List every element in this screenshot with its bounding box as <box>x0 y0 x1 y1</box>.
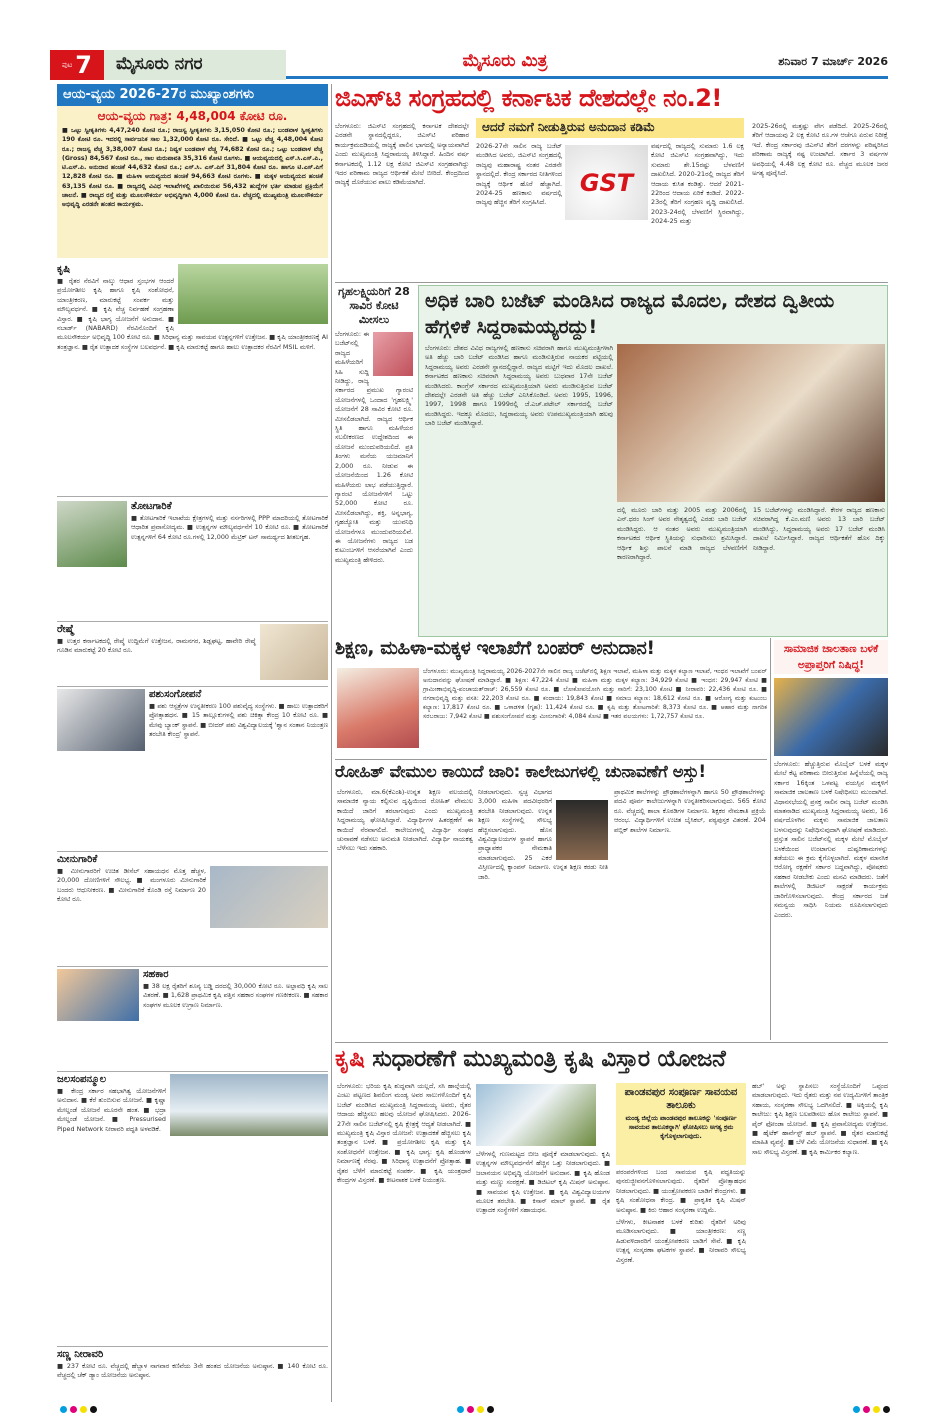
handshake-photo <box>57 969 139 1021</box>
siddaramaiah-story <box>418 285 888 637</box>
krishi-col-3-wrap <box>616 1168 746 1400</box>
gruhalakshmi-body: ಬೆಂಗಳೂರು: ಈ ಬಜೆಟ್‌ನಲ್ಲಿ ರಾಜ್ಯದ ಮಹಿಳೆಯರಿಗೆ ಸಿಹಿ ಸುದ್ದಿ ನೀಡಿದ್ದು, ರಾಜ್ಯ ಸರ್ಕಾರದ ಪ್ರಮುಖ ಗ್ಯಾರಂಟಿ ಯೋಜನೆಗಳಲ್ಲಿ ಒಂದಾದ 'ಗೃಹಲಕ್ಷ್ಮಿ' ಯೋಜನೆಗೆ 28 ಸಾವಿರ ಕೋಟಿ ರೂ. ಮೀಸಲಿಡಲಾಗಿದೆ. ರಾಜ್ಯದ ಆರ್ಥಿಕ ಸ್ಥಿತಿ ಹಾಗೂ ಮಹಿಳೆಯರ ಸಬಲೀಕರಣದ ಉದ್ದೇಶದಿಂದ ಈ ಯೋಜನೆ ಮುಂದುವರಿಯಲಿದೆ. ಪ್ರತಿ ತಿಂಗಳು ಮನೆಯ ಯಜಮಾನಿಗೆ 2,000 ರೂ. ನೀಡುವ ಈ ಯೋಜನೆಯಿಂದ 1.26 ಕೋಟಿ ಮಹಿಳೆಯರು ಲಾಭ ಪಡೆಯುತ್ತಿದ್ದಾರೆ. ಗ್ಯಾರಂಟಿ ಯೋಜನೆಗಳಿಗೆ ಒಟ್ಟು 52,000 ಕೋಟಿ ರೂ. ಮೀಸಲಿಡಲಾಗಿದ್ದು, ಶಕ್ತಿ, ಅನ್ನಭಾಗ್ಯ, ಗೃಹಜ್ಯೋತಿ ಮತ್ತು ಯುವನಿಧಿ ಯೋಜನೆಗಳೂ ಮುಂದುವರಿಯಲಿವೆ. ಈ ಯೋಜನೆಗಳು ರಾಜ್ಯದ ಬಡ ಕುಟುಂಬಗಳಿಗೆ ಆಸರೆಯಾಗಿವೆ ಎಂದು ಮುಖ್ಯಮಂತ್ರಿ ಹೇಳಿದರು. <box>335 330 413 564</box>
section-title: ಕೃಷಿ <box>57 264 71 275</box>
rohith-col-2-wrap <box>478 788 608 1036</box>
krishi-col-2: ಬೆಳೆಗಳಲ್ಲಿ ಗುಣಮಟ್ಟದ ಬೀಜ ಪೂರೈಕೆ ಮಾಡಲಾಗುವುದು. ಕೃಷಿ ಉತ್ಪನ್ನಗಳ ಮೌಲ್ಯವರ್ಧನೆಗೆ ಹೆಚ್ಚಿನ ಒತ್ತು ನೀಡಲಾಗುವುದು. ■ ಜಲಾನಯನ ಅಭಿವೃದ್ಧಿ ಯೋಜನೆಗೆ ಅನುದಾನ. ■ ಕೃಷಿ ಹೊಂಡ ಮತ್ತು ಮಣ್ಣು ಸಂರಕ್ಷಣೆ. ■ ಡಿಜಿಟಲ್ ಕೃಷಿ ಮಿಷನ್ ಅನುಷ್ಠಾನ. ■ ಸಾವಯವ ಕೃಷಿ ಉತ್ತೇಜನ. ■ ಕೃಷಿ ವಿಶ್ವವಿದ್ಯಾಲಯಗಳ ಮೂಲಕ ತರಬೇತಿ. ■ ಕಿಸಾನ್ ಮಾಲ್ ಸ್ಥಾಪನೆ. ■ ರೈತ ಉತ್ಪಾದಕ ಸಂಸ್ಥೆಗಳಿಗೆ ಸಹಾಯಧನ. <box>476 1150 610 1215</box>
column-divider <box>331 84 332 1402</box>
krishi-col-3: ಬೆಳೆಗಳು, ಕೀಟನಾಶಕ ಬಳಕೆ ಕುರಿತು ರೈತರಿಗೆ ಅರಿವು ಮೂಡಿಸಲಾಗುವುದು. ■ ಯಾಂತ್ರೀಕರಣ: ಸಣ್ಣ ಹಿಡುವಳಿದಾರರಿಗೆ ಯಂತ್ರೋಪಕರಣ ಬಾಡಿಗೆ ಸೇವೆ. ■ ಕೃಷಿ ಉತ್ಪನ್ನ ಸಂಸ್ಕರಣಾ ಘಟಕಗಳ ಸ್ಥಾಪನೆ. ■ ನೀರಾವರಿ ಸೌಲಭ್ಯ ವಿಸ್ತರಣೆ. <box>616 1218 746 1264</box>
page-number-badge <box>50 50 104 80</box>
social-media-body: ಬೆಂಗಳೂರು: ಹೆಚ್ಚುತ್ತಿರುವ ಮೊಬೈಲ್ ಬಳಕೆ ಮಕ್ಕಳ ಮೇಲೆ ಕೆಟ್ಟ ಪರಿಣಾಮ ಬೀರುತ್ತಿರುವ ಹಿನ್ನೆಲೆಯಲ್ಲಿ ರಾಜ್ಯ ಸರ್ಕಾರ 16ಕ್ಕಿಂತ ಒಳಪಟ್ಟ ವಯಸ್ಸಿನ ಮಕ್ಕಳಿಗೆ ಸಾಮಾಜಿಕ ಜಾಲತಾಣ ಬಳಕೆ ನಿಷೇಧಿಸಲು ಮುಂದಾಗಿದೆ. ವಿಧಾನಸಭೆಯಲ್ಲಿ ಪ್ರಸಕ್ತ ಸಾಲಿನ ರಾಜ್ಯ ಬಜೆಟ್ ಮಂಡಿಸಿ ಮಾತನಾಡಿದ ಮುಖ್ಯಮಂತ್ರಿ ಸಿದ್ದರಾಮಯ್ಯ ಅವರು, 16 ವರ್ಷದೊಳಗಿನ ಮಕ್ಕಳು ಸಾಮಾಜಿಕ ಜಾಲತಾಣ ಬಳಸುವುದನ್ನು ನಿಷೇಧಿಸುವುದಾಗಿ ಘೋಷಣೆ ಮಾಡಿದರು. ಪ್ರಸ್ತುತ ಸಾಲಿನ ಬಜೆಟ್‌ನಲ್ಲಿ ಮಕ್ಕಳ ಮೇಲೆ ಮೊಬೈಲ್ ಬಳಕೆಯಿಂದ ಉಂಟಾಗುವ ದುಷ್ಪರಿಣಾಮಗಳನ್ನು ತಡೆಯಲು ಈ ಕ್ರಮ ಕೈಗೊಳ್ಳಲಾಗಿದೆ. ಮಕ್ಕಳ ಮಾನಸಿಕ ಆರೋಗ್ಯ ರಕ್ಷಣೆಗೆ ಸರ್ಕಾರ ಬದ್ಧವಾಗಿದ್ದು, ಪೋಷಕರು ಸಹಕಾರ ನೀಡಬೇಕು ಎಂದು ಮನವಿ ಮಾಡಿದರು. ಜತೆಗೆ ಶಾಲೆಗಳಲ್ಲಿ ಡಿಜಿಟಲ್ ಸಾಕ್ಷರತೆ ಕಾರ್ಯಕ್ರಮ ಜಾರಿಗೊಳಿಸಲಾಗುವುದು. ಕೇಂದ್ರ ಸರ್ಕಾರದ ಜತೆ ಸಮನ್ವಯ ಸಾಧಿಸಿ ನಿಯಮ ರೂಪಿಸಲಾಗುವುದು ಎಂದರು. <box>774 760 888 919</box>
gruhalakshmi-headline: ಗೃಹಲಕ್ಷ್ಮಿಯರಿಗೆ 28 ಸಾವಿರ ಕೋಟಿ ಮೀಸಲು <box>338 285 410 326</box>
section-horticulture <box>57 497 328 622</box>
section-body: ■ ಮೀನುಗಾರರಿಗೆ ಉಚಿತ ಡೀಸೆಲ್ ಸಹಾಯಧನ ಮೊತ್ತ ಹೆಚ್ಚಳ, 20,000 ದೋಣಿಗಳಿಗೆ ಸೌಲಭ್ಯ. ■ ಮಂಗಳೂರು ಮೀನುಗಾರಿಕೆ ಬಂದರು ಆಧುನೀಕರಣ. ■ ಮೀನುಗಾರಿಕೆ ಕೊಂಡಿ ರಸ್ತೆ ನಿರ್ಮಾಣ 20 ಕೋಟಿ ರೂ. <box>57 867 206 904</box>
education-story <box>337 668 767 756</box>
section-body: ■ 237 ಕೋಟಿ ರೂ. ವೆಚ್ಚದಲ್ಲಿ ಹೆಬ್ಬಾಳ ನಾಗವಾರ ಕಣಿವೆಯ 3ನೇ ಹಂತದ ಯೋಜನೆಯ ಅನುಷ್ಠಾನ. ■ 140 ಕೋಟಿ ರೂ. ವೆಚ್ಚದಲ್ಲಿ ಚೆಕ್ ಡ್ಯಾಂ ಯೋಜನೆಯ ಅನುಷ್ಠಾನ. <box>57 1362 328 1380</box>
pandavapura-body: ಪರಂಪರೆಗಳಿಂದ ಬಂದ ಸಾವಯವ ಕೃಷಿ ಪದ್ಧತಿಯನ್ನು ಪುನರುಜ್ಜೀವನಗೊಳಿಸಲಾಗುವುದು. ರೈತರಿಗೆ ಪ್ರೋತ್ಸಾಹಧನ ನೀಡಲಾಗುವುದು. ■ ಯಂತ್ರೋಪಕರಣ ಬಾಡಿಗೆ ಕೇಂದ್ರಗಳು. ■ ಕೃಷಿ ಸಂಶೋಧನಾ ಕೇಂದ್ರ. ■ ಪ್ರಾಕೃತಿಕ ಕೃಷಿ ಮಿಷನ್ ಅನುಷ್ಠಾನ. ■ ಕಿರು ಆಹಾರ ಸಂಸ್ಕರಣಾ ಉದ್ದಿಮೆ. <box>616 1168 746 1214</box>
section-title: ರೇಷ್ಮೆ <box>57 624 75 635</box>
date: ಶನಿವಾರ 7 ಮಾರ್ಚ್ 2026 <box>778 55 888 68</box>
header-rule <box>286 76 888 79</box>
siddaramaiah-assembly-photo <box>617 344 885 502</box>
gst-col-2: 2026-27ನೇ ಸಾಲಿನ ರಾಜ್ಯ ಬಜೆಟ್ ಮಂಡಿಸಿದ ಅವರು, ಜಿಎಸ್‌ಟಿ ಸಂಗ್ರಹದಲ್ಲಿ ರಾಜ್ಯವು ಮಹಾರಾಷ್ಟ್ರ ನಂತರ ಎರಡನೇ ಸ್ಥಾನದಲ್ಲಿದೆ. ಕೇಂದ್ರ ಸರ್ಕಾರದ ನೀತಿಗಳಿಂದ ರಾಜ್ಯಕ್ಕೆ ಆರ್ಥಿಕ ಹೊರೆ ಹೆಚ್ಚಾಗಿದೆ. 2024-25 ಹಣಕಾಸು ವರ್ಷದಲ್ಲಿ ರಾಜ್ಯವು ಹೆಚ್ಚಿನ ತೆರಿಗೆ ಸಂಗ್ರಹಿಸಿದೆ. <box>476 142 562 207</box>
krishi-col-4: ಹಬ್' ಅನ್ನು ಸ್ಥಾಪಿಸಲು ಸಂಸ್ಥೆಯೊಂದಿಗೆ ಒಪ್ಪಂದ ಮಾಡಲಾಗುವುದು. ಇದು ರೈತರು ಮತ್ತು ನವ ಉದ್ಯಮಿಗಳಿಗೆ ತಾಂತ್ರಿಕ ಸಹಾಯ, ಸಂಸ್ಕರಣಾ ಸೌಲಭ್ಯ ಒದಗಿಸಲಿದೆ. ■ ಅಕ್ಕಿಯಲ್ಲಿ ಕೃಷಿ ಕಾಲೇಜು: ಕೃಷಿ ಶಿಕ್ಷಣ ಬಲಪಡಿಸಲು ಹೊಸ ಕಾಲೇಜು ಸ್ಥಾಪನೆ. ■ ಪೈರ್ ಫೋಂಡಾ ಯೋಜನೆ. ■ ಕೃಷಿ ಪ್ರವಾಸೋದ್ಯಮ ಉತ್ತೇಜನ. ■ ಹೈಟೆಕ್ ಹಾರ್ವೆಸ್ಟ್ ಹಬ್ ಸ್ಥಾಪನೆ. ■ ರೈತರ ಮಾರುಕಟ್ಟೆ ಮಾಹಿತಿ ವ್ಯವಸ್ಥೆ. ■ ಬೆಳೆ ವಿಮೆ ಯೋಜನೆಯ ಸುಧಾರಣೆ. ■ ಕೃಷಿ ಸಾಲ ಸೌಲಭ್ಯ ವಿಸ್ತರಣೆ. ■ ಕೃಷಿ ಕಾರ್ಮಿಕರ ಕಲ್ಯಾಣ. <box>752 1082 888 1156</box>
column-divider <box>770 638 771 1040</box>
section-silk <box>57 622 328 687</box>
krishi-headline-rest: ಸುಧಾರಣೆಗೆ ಮುಖ್ಯಮಂತ್ರಿ ಕೃಷಿ ವಿಸ್ತಾರ ಯೋಜನೆ <box>372 1046 726 1072</box>
siddaramaiah-headline: ಅಧಿಕ ಬಾರಿ ಬಜೆಟ್ ಮಂಡಿಸಿದ ರಾಜ್ಯದ ಮೊದಲ, ದೇಶದ ದ್ವಿತೀಯ ಹೆಗ್ಗಳಿಕೆ ಸಿದ್ದರಾಮಯ್ಯರದ್ದು! <box>425 290 835 338</box>
pandavapura-box <box>616 1083 746 1165</box>
section-body: ■ ತೋಟಗಾರಿಕೆ ಇಲಾಖೆಯ ಕ್ಷೇತ್ರಗಳಲ್ಲಿ ಮತ್ತು ನರ್ಸರಿಗಳಲ್ಲಿ PPP ಮಾದರಿಯಲ್ಲಿ ತೋಟಗಾರಿಕೆ ಆಧಾರಿತ ಪ್ರವಾಸೋದ್ಯಮ. ■ ಉತ್ಪನ್ನಗಳ ಮೌಲ್ಯವರ್ಧನೆಗೆ 10 ಕೋಟಿ ರೂ. ■ ತೋಟಗಾರಿಕೆ ಉತ್ಪನ್ನಗಳಿಗೆ 64 ಕೋಟಿ ರೂ.ಗಳಲ್ಲಿ 12,000 ಮೆಟ್ರಿಕ್ ಟನ್ ಸಾಮರ್ಥ್ಯದ ಶೀತಲಗೃಹ. <box>131 514 328 541</box>
gst-subheadline: ಆದರೆ ನಮಗೆ ನೀಡುತ್ತಿರುವ ಅನುದಾನ ಕಡಿಮೆ <box>476 118 744 138</box>
section-title: ಸಣ್ಣ ನೀರಾವರಿ <box>57 1349 104 1360</box>
section-title: ಸಹಕಾರ <box>143 969 169 980</box>
farmer-spraying-photo <box>476 1084 596 1146</box>
gst-col-3: ವರ್ಷದಲ್ಲಿ ರಾಜ್ಯದಲ್ಲಿ ಸುಮಾರು 1.6 ಲಕ್ಷ ಕೋಟಿ ಜಿಎಸ್‌ಟಿ ಸಂಗ್ರಹವಾಗಿದ್ದು, ಇದು ಸುಮಾರು ಶೇ.15ರಷ್ಟು ಬೆಳವಣಿಗೆ ದಾಖಲಿಸಿದೆ. 2020-21ರಲ್ಲಿ ರಾಜ್ಯದ ತೆರಿಗೆ ಆದಾಯ ಕುಸಿತ ಕಂಡಿತ್ತು. ಆದರೆ 2021-22ರಿಂದ ಆದಾಯ ಏರಿಕೆ ಕಂಡಿದೆ. 2022-23ರಲ್ಲಿ ತೆರಿಗೆ ಸಂಗ್ರಹಣ ವೃದ್ಧಿ ದಾಖಲಿಸಿದೆ. 2023-24ರಲ್ಲಿ ಬೆಳವಣಿಗೆ ಸ್ಥಿರವಾಗಿದ್ದು, 2024-25 ಮತ್ತು <box>651 142 744 226</box>
rohith-vemula-photo <box>556 800 608 860</box>
siddaramaiah-col-1: ಬೆಂಗಳೂರು: ದೇಶದ ವಿವಿಧ ರಾಜ್ಯಗಳಲ್ಲಿ ಹಣಕಾಸು ಸಚಿವರಾಗಿ ಹಾಗೂ ಮುಖ್ಯಮಂತ್ರಿಗಳಾಗಿ ಅತಿ ಹೆಚ್ಚು ಬಾರಿ ಬಜೆಟ್ ಮಂಡಿಸಿದ ಹಾಗೂ ಮಂಡಿಸುತ್ತಿರುವ ನಾಯಕರ ಪಟ್ಟಿಯಲ್ಲಿ ಸಿದ್ದರಾಮಯ್ಯ ಅವರು ಎರಡನೇ ಸ್ಥಾನದಲ್ಲಿದ್ದಾರೆ. ರಾಜ್ಯದ ಮಟ್ಟಿಗೆ ಇದು ಮೊದಲ ದಾಖಲೆ. ಕರ್ನಾಟಕದ ಹಣಕಾಸು ಸಚಿವರಾಗಿ ಸಿದ್ದರಾಮಯ್ಯ ಅವರು ಬುಧವಾರ 17ನೇ ಬಜೆಟ್ ಮಂಡಿಸಿದರು. ಕಾಂಗ್ರೆಸ್ ಸರ್ಕಾರದ ಮುಖ್ಯಮಂತ್ರಿಯಾಗಿ ಅವರು ಮಂಡಿಸುತ್ತಿರುವ ಬಜೆಟ್ ದೇಶದಲ್ಲೇ ಎರಡನೇ ಅತಿ ಹೆಚ್ಚು ಬಜೆಟ್ ಎನಿಸಿಕೊಂಡಿದೆ. ಅವರು 1995, 1996, 1997, 1998 ಹಾಗೂ 1999ರಲ್ಲಿ ಜೆ.ಎಚ್.ಪಟೇಲ್ ಸರ್ಕಾರದಲ್ಲಿ ಬಜೆಟ್ ಮಂಡಿಸಿದ್ದರು. ಇದಕ್ಕೂ ಮೊದಲು, ಸಿದ್ದರಾಮಯ್ಯ ಅವರು ಉಪಮುಖ್ಯಮಂತ್ರಿಯಾಗಿ ಹಲವು ಬಾರಿ ಬಜೆಟ್ ಮಂಡಿಸಿದ್ದಾರೆ. <box>425 344 613 428</box>
krishi-headline-red: ಕೃಷಿ <box>335 1046 365 1072</box>
krishi-headline <box>335 1046 888 1078</box>
education-body: ಬೆಂಗಳೂರು: ಮುಖ್ಯಮಂತ್ರಿ ಸಿದ್ದರಾಮಯ್ಯ 2026-2027ನೇ ಸಾಲಿನ ರಾಜ್ಯ ಬಜೆಟ್‌ನಲ್ಲಿ ಶಿಕ್ಷಣ ಇಲಾಖೆ, ಮಹಿಳಾ ಮತ್ತು ಮಕ್ಕಳ ಕಲ್ಯಾಣ ಇಲಾಖೆ, ಇಂಧನ ಇಲಾಖೆಗೆ ಬಂಪರ್ ಅನುದಾನವನ್ನು ಘೋಷಣೆ ಮಾಡಿದ್ದಾರೆ. ■ ಶಿಕ್ಷಣ: 47,224 ಕೋಟಿ ■ ಮಹಿಳಾ ಮತ್ತು ಮಕ್ಕಳ ಕಲ್ಯಾಣ: 34,929 ಕೋಟಿ ■ ಇಂಧನ: 29,947 ಕೋಟಿ ■ ಗ್ರಾಮೀಣಾಭಿವೃದ್ಧಿ-ಪಂಚಾಯತ್‌ರಾಜ್: 26,559 ಕೋಟಿ ರೂ. ■ ಲೋಕೋಪಯೋಗಿ ಮತ್ತು ಸಾರಿಗೆ: 23,100 ಕೋಟಿ ■ ನೀರಾವರಿ: 22,436 ಕೋಟಿ ರೂ. ■ ನಗರಾಭಿವೃದ್ಧಿ ಮತ್ತು ವಸತಿ: 22,203 ಕೋಟಿ ರೂ. ■ ಕಂದಾಯ: 19,843 ಕೋಟಿ ■ ಸಮಾಜ ಕಲ್ಯಾಣ: 18,612 ಕೋಟಿ ರೂ. ■ ಆರೋಗ್ಯ ಮತ್ತು ಕುಟುಂಬ ಕಲ್ಯಾಣ: 17,817 ಕೋಟಿ ರೂ. ■ ಒಳಾಡಳಿತ (ಗೃಹ): 11,424 ಕೋಟಿ ರೂ. ■ ಕೃಷಿ ಮತ್ತು ತೋಟಗಾರಿಕೆ: 8,373 ಕೋಟಿ ರೂ. ■ ಆಹಾರ ಮತ್ತು ನಾಗರಿಕ ಸರಬರಾಜು: 7,942 ಕೋಟಿ ■ ಪಶುಸಂಗೋಪನೆ ಮತ್ತು ಮೀನುಗಾರಿಕೆ: 4,084 ಕೋಟಿ ■ ಇತರ ವಲಯಗಳು: 1,72,757 ಕೋಟಿ ರೂ. <box>423 668 767 720</box>
gst-col-4: 2025-26ರಲ್ಲಿ ಮತ್ತಷ್ಟು ವೇಗ ಪಡೆದಿದೆ. 2025-26ರಲ್ಲಿ ತೆರಿಗೆ ಆದಾಯವು 2 ಲಕ್ಷ ಕೋಟಿ ರೂ.ಗಳ ಆಚೆಗೂ ಏರುವ ನಿರೀಕ್ಷೆ ಇದೆ. ಕೇಂದ್ರ ಸರ್ಕಾರವು ಜಿಎಸ್‌ಟಿ ತೆರಿಗೆ ದರಗಳನ್ನು ಪರಿಷ್ಕರಿಸಿದ ಪರಿಣಾಮ ರಾಜ್ಯಕ್ಕೆ ನಷ್ಟ ಉಂಟಾಗಿದೆ. ಸರ್ಕಾರ 3 ವರ್ಷಗಳ ಅವಧಿಯಲ್ಲಿ 4.48 ಲಕ್ಷ ಕೋಟಿ ರೂ. ವೆಚ್ಚದ ಮೂಲಕ ಜನರ ಅಗತ್ಯ ಪೂರೈಸಿದೆ. <box>752 122 888 178</box>
siddaramaiah-col-2: ದಲ್ಲಿ ಮೂರು ಬಾರಿ ಮತ್ತು 2005 ಮತ್ತು 2006ರಲ್ಲಿ ಎನ್.ಧರಂ ಸಿಂಗ್ ಅವರ ನೇತೃತ್ವದಲ್ಲಿ ಎರಡು ಬಾರಿ ಬಜೆಟ್ ಮಂಡಿಸಿದ್ದರು. ಆ ನಂತರ ಅವರು ಮುಖ್ಯಮಂತ್ರಿಯಾಗಿ ಕರ್ನಾಟಕದ ಆರ್ಥಿಕ ಸ್ಥಿತಿಯನ್ನು ಸುಧಾರಿಸಲು ಶ್ರಮಿಸಿದ್ದಾರೆ. ಆರ್ಥಿಕ ಶಿಸ್ತು ಪಾಲನೆ ಮಾಡಿ ರಾಜ್ಯದ ಬೆಳವಣಿಗೆಗೆ ಕಾರಣರಾಗಿದ್ದಾರೆ. <box>617 506 747 562</box>
social-media-headline: ಸಾಮಾಜಿಕ ಜಾಲತಾಣ ಬಳಕೆ ಅಪ್ರಾಪ್ತರಿಗೆ ನಿಷಿದ್ಧ! <box>774 640 888 674</box>
section-title: ಜಲಸಂಪನ್ಮೂಲ <box>57 1074 107 1085</box>
pandavapura-subtitle: ಮಂಡ್ಯ ಜಿಲ್ಲೆಯ ಪಾಂಡವಪುರ ತಾಲೂಕನ್ನು 'ಸಂಪೂರ್ಣ ಸಾವಯವ ತಾಲೂಕನ್ನಾಗಿ' ಘೋಷಿಸಲು ಅಗತ್ಯ ಕ್ರಮ ಕೈಗೊಳ್ಳಲಾಗುವುದು. <box>625 1114 737 1140</box>
siddaramaiah-col-3: 15 ಬಜೆಟ್‌ಗಳನ್ನು ಮಂಡಿಸಿದ್ದಾರೆ. ಕೇರಳ ರಾಜ್ಯದ ಹಣಕಾಸು ಸಚಿವರಾಗಿದ್ದ ಕೆ.ಎಂ.ಮಣಿ ಅವರು 13 ಬಾರಿ ಬಜೆಟ್ ಮಂಡಿಸಿದ್ದು, ಸಿದ್ದರಾಮಯ್ಯ ಅವರು 17 ಬಜೆಟ್ ಮಂಡಿಸಿ ದಾಖಲೆ ನಿರ್ಮಿಸಿದ್ದಾರೆ. ರಾಜ್ಯದ ಆರ್ಥಿಕತೆಗೆ ಹೊಸ ದಿಕ್ಕು ನೀಡಿದ್ದಾರೆ. <box>753 506 885 552</box>
gst-col-1: ಬೆಂಗಳೂರು: ಜಿಎಸ್‌ಟಿ ಸಂಗ್ರಹದಲ್ಲಿ ಕರ್ನಾಟಕ ದೇಶದಲ್ಲೇ ಎರಡನೇ ಸ್ಥಾನದಲ್ಲಿದ್ದರೂ, ಜಿಎಸ್‌ಟಿ ಪರಿಹಾರ ಕಾರ್ಯಕ್ರಮದಡಿಯಲ್ಲಿ ರಾಜ್ಯಕ್ಕೆ ಪಾಲಿನ ಭಾಗದಲ್ಲಿ ಅನ್ಯಾಯವಾಗಿದೆ ಎಂದು ಮುಖ್ಯಮಂತ್ರಿ ಸಿದ್ದರಾಮಯ್ಯ ತಿಳಿಸಿದ್ದಾರೆ. ಹಿಂದಿನ ವರ್ಷ ಕರ್ನಾಟಕದಲ್ಲಿ 1.12 ಲಕ್ಷ ಕೋಟಿ ಜಿಎಸ್‌ಟಿ ಸಂಗ್ರಹವಾಗಿದ್ದು ಇದರ ಪರಿಣಾಮ ರಾಜ್ಯದ ಆರ್ಥಿಕತೆ ಮೇಲೆ ಬೀರಿದೆ. ಕೇಂದ್ರದಿಂದ ರಾಜ್ಯಕ್ಕೆ ದೊರೆಯುವ ಪಾಲು ಕಡಿಮೆಯಾಗಿದೆ. <box>335 122 469 187</box>
print-registration-marks <box>60 1406 890 1416</box>
section-cooperation <box>57 967 328 1072</box>
gruhalakshmi-story <box>335 285 413 635</box>
pandavapura-title: ಪಾಂಡವಪುರ ಸಂಪೂರ್ಣ ಸಾವಯವ ತಾಲೂಕು <box>624 1087 738 1111</box>
section-water-resources <box>57 1072 328 1347</box>
section-body: ■ ರೈತರ ನೆರವಿಗೆ ನಾಲ್ಕು ಆಧಾರ ಸ್ತಂಭಗಳ ಆಂದರೆ ಪ್ರಯೋಗಶೀಲ ಕೃಷಿ ಹಾಗೂ ಕೃಷಿ ಸಂಶೋಧನೆ, ಯಾಂತ್ರೀಕರಣ, ಮಾರುಕಟ್ಟೆ ಸಂಪರ್ಕ ಮತ್ತು ಮೌಲ್ಯವರ್ಧನೆ. ■ ಕೃಷಿ ವೆಚ್ಚ ನಿರ್ವಹಣೆ ಸಂಗ್ರಹಣಾ ವಿಸ್ತಾರ. ■ ಕೃಷಿ ಭಾಗ್ಯ ಯೋಜನೆಗೆ ಅನುದಾನ. ■ ನಬಾರ್ಡ್ (NABARD) ನೆರವಿನೊಂದಿಗೆ ಕೃಷಿ ಮೂಲಸೌಕರ್ಯ ಅಭಿವೃದ್ಧಿ 100 ಕೋಟಿ ರೂ. ■ ಸಿರಿಧಾನ್ಯ ಮತ್ತು ಸಾವಯವ ಉತ್ಪನ್ನಗಳಿಗೆ ಉತ್ತೇಜನ. ■ ಕೃಷಿ ಯಾಂತ್ರೀಕರಣಕ್ಕೆ AI ತಂತ್ರಜ್ಞಾನ. ■ ರೈತ ಉತ್ಪಾದಕ ಸಂಸ್ಥೆಗಳ ಬಲವರ್ಧನೆ. ■ ಕೃಷಿ ಮಾರುಕಟ್ಟೆ ಹಾಗೂ ಹಾಲು ಉತ್ಪಾದಕರ ನೆರವಿಗೆ MSIL ಮಳಿಗೆ. <box>57 277 328 351</box>
paddy-field-photo <box>178 264 328 324</box>
section-title <box>104 50 286 80</box>
silk-cocoon-photo <box>260 624 328 680</box>
section-body: ■ ಪಶು ಆಸ್ಪತ್ರೆಗಳ ಉನ್ನತೀಕರಣ 100 ಪಶುವೈದ್ಯ ಸಂಸ್ಥೆಗಳು. ■ ಹಾಲು ಉತ್ಪಾದಕರಿಗೆ ಪ್ರೋತ್ಸಾಹಧನ. ■ 15 ತಾಲ್ಲೂಕುಗಳಲ್ಲಿ ಪಶು ಚಿಕಿತ್ಸಾ ಕೇಂದ್ರ 10 ಕೋಟಿ ರೂ. ■ ಮೇವು ಬ್ಯಾಂಕ್ ಸ್ಥಾಪನೆ. ■ ಬೀದರ್ ಪಶು ವಿಶ್ವವಿದ್ಯಾಲಯಕ್ಕೆ 'ಶ್ವಾನ ಸಂತಾನ ನಿಯಂತ್ರಣ ತರಬೇತಿ ಕೇಂದ್ರ' ಸ್ಥಾಪನೆ. <box>149 702 328 739</box>
divider <box>335 1042 888 1043</box>
fish-photo <box>210 866 328 928</box>
budget-size-title: ಆಯ-ವ್ಯಯ ಗಾತ್ರ: 4,48,004 ಕೋಟಿ ರೂ. <box>97 109 288 123</box>
gst-headline: ಜಿಎಸ್‌ಟಿ ಸಂಗ್ರಹದಲ್ಲಿ ಕರ್ನಾಟಕ ದೇಶದಲ್ಲೇ ನಂ.2! <box>335 84 722 112</box>
gst-graphic <box>565 145 648 220</box>
section-title: ಮೀನುಗಾರಿಕೆ <box>57 854 98 865</box>
greenhouse-photo <box>57 501 127 567</box>
krishi-col-1: ಬೆಂಗಳೂರು: ಭರಿಯ ಕೃಷಿ ಶುದ್ಧವಾಗಿ ಯಲ್ಲದೆ, ಸಸಿ ಹಾಲ್ಗೆಯಲ್ಲಿ ಎಂಟು ಪಟ್ಟಣದ ಶಿವಲಿಂಗ ಮಂಡ್ಯ ಅವರ ಸಾಲುಗಳೊಂದಿಗೆ ಕೃಷಿ ಬಜೆಟ್ ಮಂಡಿಸಿದ ಮುಖ್ಯಮಂತ್ರಿ ಸಿದ್ದರಾಮಯ್ಯ ಅವರು, ರೈತರ ಆದಾಯ ಹೆಚ್ಚಿಸಲು ಹಲವು ಯೋಜನೆ ಘೋಷಿಸಿದರು. 2026-27ನೇ ಸಾಲಿನ ಬಜೆಟ್‌ನಲ್ಲಿ ಕೃಷಿ ಕ್ಷೇತ್ರಕ್ಕೆ ಆದ್ಯತೆ ನೀಡಲಾಗಿದೆ. ■ ಮುಖ್ಯಮಂತ್ರಿ ಕೃಷಿ ವಿಸ್ತಾರ ಯೋಜನೆ: ಉತ್ಪಾದಕತೆ ಹೆಚ್ಚಿಸಲು ಕೃಷಿ ತಂತ್ರಜ್ಞಾನ ಬಳಕೆ. ■ ಪ್ರಯೋಗಶೀಲ ಕೃಷಿ ಮತ್ತು ಕೃಷಿ ಸಂಶೋಧನೆಗೆ ಉತ್ತೇಜನ. ■ ಕೃಷಿ ಭಾಗ್ಯ: ಕೃಷಿ ಹೊಂಡಗಳ ನಿರ್ಮಾಣಕ್ಕೆ ನೆರವು. ■ ಸಿರಿಧಾನ್ಯ ಉತ್ಪಾದನೆಗೆ ಪ್ರೋತ್ಸಾಹ. ■ ರೈತರ ಬೆಳೆಗೆ ಮಾರುಕಟ್ಟೆ ಸಂಪರ್ಕ. ■ ಕೃಷಿ ಯಂತ್ರಧಾರೆ ಕೇಂದ್ರಗಳ ವಿಸ್ತರಣೆ. ■ ಕೀಟನಾಶಕ ಬಳಕೆ ನಿಯಂತ್ರಣ. <box>337 1082 471 1185</box>
budget-banner: ಆಯ-ವ್ಯಯ 2026-27ರ ಮುಖ್ಯಾಂಶಗಳು <box>57 84 328 106</box>
gst-graphic-text: GST <box>579 168 634 197</box>
budget-size-box <box>57 106 328 258</box>
page-number: 7 <box>75 51 92 79</box>
section-body: ■ 38 ಲಕ್ಷ ರೈತರಿಗೆ ಶೂನ್ಯ ಬಡ್ಡಿ ದರದಲ್ಲಿ 30,000 ಕೋಟಿ ರೂ. ಅಲ್ಪಾವಧಿ ಕೃಷಿ ಸಾಲ ವಿತರಣೆ. ■ 1,628 ಪ್ರಾಥಮಿಕ ಕೃಷಿ ಪತ್ತಿನ ಸಹಕಾರ ಸಂಘಗಳ ಗಣಕೀಕರಣ. ■ ಸಹಕಾರ ಸಂಘಗಳ ಮೂಲಕ ಉಗ್ರಾಣ ನಿರ್ಮಾಣ. <box>143 982 328 1009</box>
page-label: ಪುಟ <box>62 60 73 69</box>
section-title: ತೋಟಗಾರಿಕೆ <box>131 501 172 512</box>
rohith-col-2: ನೀಡಲಾಗುವುದು. ಸ್ವಚ್ಛ ವಿಭಾಗದ 3,000 ಮಹಿಳಾ ಪದವೀಧರರಿಗೆ ತರಬೇತಿ ನೀಡಲಾಗುವುದು. ಉನ್ನತ ಶಿಕ್ಷಣ ಸಂಸ್ಥೆಗಳಲ್ಲಿ ಸೌಲಭ್ಯ ಹೆಚ್ಚಿಸಲಾಗುವುದು. ಹೊಸ ವಿಶ್ವವಿದ್ಯಾಲಯಗಳ ಸ್ಥಾಪನೆ ಹಾಗೂ ಪ್ರಾಧ್ಯಾಪಕರ ನೇಮಕಾತಿ ಮಾಡಲಾಗುವುದು. 25 ಎಕರೆ ವಿಸ್ತೀರ್ಣದಲ್ಲಿ ಕ್ಯಾಂಪಸ್ ನಿರ್ಮಾಣ. ಉನ್ನತ ಶಿಕ್ಷಣ ಕರಡು ನೀತಿ ಜಾರಿ. <box>478 788 608 881</box>
cattle-photo <box>57 689 145 751</box>
section-name: ಮೈಸೂರು ನಗರ <box>116 54 203 74</box>
rohith-col-3: ಪ್ರಾಥಮಿಕ ಶಾಲೆಗಳನ್ನು ಪ್ರೌಢಶಾಲೆಗಳನ್ನಾಗಿ ಹಾಗೂ 50 ಪ್ರೌಢಶಾಲೆಗಳನ್ನು ಪದವಿ ಪೂರ್ವ ಕಾಲೇಜುಗಳನ್ನಾಗಿ ಉನ್ನತೀಕರಿಸಲಾಗುವುದು. 565 ಕೋಟಿ ರೂ. ವೆಚ್ಚದಲ್ಲಿ ಶಾಲಾ ಕೊಠಡಿಗಳ ನಿರ್ಮಾಣ. ಶಿಕ್ಷಕರ ನೇಮಕಾತಿ ಪ್ರಕ್ರಿಯೆ ಆರಂಭ. ವಿದ್ಯಾರ್ಥಿಗಳಿಗೆ ಉಚಿತ ಬೈಸಿಕಲ್, ಪಠ್ಯಪುಸ್ತಕ ವಿತರಣೆ. 204 ಪಬ್ಲಿಕ್ ಶಾಲೆಗಳ ನಿರ್ಮಾಣ. <box>614 788 766 834</box>
education-headline: ಶಿಕ್ಷಣ, ಮಹಿಳಾ-ಮಕ್ಕಳ ಇಲಾಖೆಗೆ ಬಂಪರ್ ಅನುದಾನ! <box>335 638 655 659</box>
budget-size-body: ■ ಒಟ್ಟು ಸ್ವೀಕೃತಿಗಳು 4,47,240 ಕೋಟಿ ರೂ.; ರಾಜಸ್ವ ಸ್ವೀಕೃತಿಗಳು 3,15,050 ಕೋಟಿ ರೂ.; ಬಂಡವಾಳ ಸ್ವೀಕೃತಿಗಳು 190 ಕೋಟಿ ರೂ. ಇದರಲ್ಲಿ ಸಾರ್ವಜನಿಕ ಸಾಲ 1,32,000 ಕೋಟಿ ರೂ. ಸೇರಿದೆ. ■ ಒಟ್ಟು ವೆಚ್ಚ 4,48,004 ಕೋಟಿ ರೂ.; ರಾಜಸ್ವ ವೆಚ್ಚ 3,38,007 ಕೋಟಿ ರೂ.; ನಿವ್ವಳ ಬಂಡವಾಳ ವೆಚ್ಚ 74,682 ಕೋಟಿ ರೂ.; ಒಟ್ಟು ಬಂಡವಾಳ ವೆಚ್ಚ (Gross) 84,567 ಕೋಟಿ ರೂ., ಸಾಲ ಮರುಪಾವತಿ 35,316 ಕೋಟಿ ರೂಗಳು. ■ ಆಯವ್ಯಯದಲ್ಲಿ ಎಸ್.ಸಿ.ಎಸ್.ಪಿ., ಟಿ.ಎಸ್.ಪಿ. ಅನುದಾನ ಹಂಚಿಕೆ 44,632 ಕೋಟಿ ರೂ.; ಎಸ್.ಸಿ. ಎಸ್.ಪಿಗೆ 31,804 ಕೋಟಿ ರೂ. ಹಾಗೂ ಟಿ.ಎಸ್.ಪಿಗೆ 12,828 ಕೋಟಿ ರೂ. ■ ಮಹಿಳಾ ಆಯವ್ಯಯದ ಹಂಚಿಕೆ 94,663 ಕೋಟಿ ರೂಗಳು. ■ ಮಕ್ಕಳ ಆಯವ್ಯಯದ ಹಂಚಿಕೆ 63,135 ಕೋಟಿ ರೂ. ■ ರಾಜ್ಯದಲ್ಲಿ ವಿವಿಧ ಇಲಾಖೆಗಳಲ್ಲಿ ಖಾಲಿಯಿರುವ 56,432 ಹುದ್ದೆಗಳ ಭರ್ತಿ ಮಾಡುವ ಪ್ರಕ್ರಿಯೆಗೆ ಚಾಲನೆ. ■ ರಾಜ್ಯದ ರಸ್ತೆ ಮತ್ತು ಮೂಲಸೌಕರ್ಯ ಅಭಿವೃದ್ಧಿಗಾಗಿ 4,000 ಕೋಟಿ ರೂ. ವೆಚ್ಚದಲ್ಲಿ ಮುಖ್ಯಮಂತ್ರಿ ಮೂಲಸೌಕರ್ಯ ಅಭಿವೃದ್ಧಿ ಎರಡನೇ ಹಂತದ ಕಾರ್ಯಕ್ರಮ. <box>62 127 323 209</box>
section-fisheries <box>57 852 328 967</box>
dam-photo <box>170 1074 328 1136</box>
section-body: ■ ಕೇಂದ್ರ ಸರ್ಕಾರ ಸಹಭಾಗಿತ್ವ ಯೋಜನೆಗಳಿಗೆ ಅನುದಾನ. ■ ಕೆರೆ ತುಂಬಿಸುವ ಯೋಜನೆ. ■ ಕೃಷ್ಣಾ ಮೇಲ್ದಂಡೆ ಯೋಜನೆ ಮೂರನೇ ಹಂತ. ■ ಭದ್ರಾ ಮೇಲ್ದಂಡೆ ಯೋಜನೆ. ■ Pressurised Piped Network ನೀರಾವರಿ ಪದ್ಧತಿ ಅಳವಡಿಕೆ. <box>57 1087 166 1133</box>
section-body: ■ ಉತ್ತರ ಕರ್ನಾಟಕದಲ್ಲಿ ರೇಷ್ಮೆ ಉದ್ದಿಮೆಗೆ ಉತ್ತೇಜನ, ರಾಮನಗರ, ಶಿಡ್ಲಘಟ್ಟ, ಹಾವೇರಿ ರೇಷ್ಮೆ ಗೂಡಿನ ಮಾರುಕಟ್ಟೆ 20 ಕೋಟಿ ರೂ. <box>57 637 256 655</box>
masthead: ಮೈಸೂರು ಮಿತ್ರ <box>462 51 548 71</box>
women-photo <box>373 332 413 376</box>
section-animal-husbandry <box>57 687 328 852</box>
rohith-vemula-headline: ರೋಹಿತ್ ವೇಮುಲ ಕಾಯಿದೆ ಜಾರಿ: ಕಾಲೇಜುಗಳಲ್ಲಿ ಚುನಾವಣೆಗೆ ಅಸ್ತು! <box>335 762 706 781</box>
social-media-story <box>774 640 888 1040</box>
classroom-photo <box>337 668 419 748</box>
section-krishi <box>57 262 328 497</box>
section-title: ಪಶುಸಂಗೋಪನೆ <box>149 689 202 700</box>
left-sections <box>57 262 328 1402</box>
divider <box>335 759 767 760</box>
rohith-col-1: ಬೆಂಗಳೂರು, ಮಾ.6(ಕೆಎಂಶಿ)-ಉನ್ನತ ಶಿಕ್ಷಣ ವಲಯದಲ್ಲಿ ಸಾಮಾಜಿಕ ನ್ಯಾಯ ಕಲ್ಪಿಸುವ ದೃಷ್ಟಿಯಿಂದ ರೋಹಿತ್ ವೇಮುಲ ಕಾಯಿದೆ ಜಾರಿಗೆ ತರಲಾಗುವುದು ಎಂದು ಮುಖ್ಯಮಂತ್ರಿ ಸಿದ್ದರಾಮಯ್ಯ ಘೋಷಿಸಿದ್ದಾರೆ. ವಿದ್ಯಾರ್ಥಿಗಳ ಹಿತರಕ್ಷಣೆಗೆ ಈ ಕಾಯಿದೆ ನೆರವಾಗಲಿದೆ. ಕಾಲೇಜುಗಳಲ್ಲಿ ವಿದ್ಯಾರ್ಥಿ ಸಂಘದ ಚುನಾವಣೆ ನಡೆಸಲು ಅನುಮತಿ ನೀಡಲಾಗಿದೆ. ವಿದ್ಯಾರ್ಥಿ ನಾಯಕತ್ವ ಬೆಳೆಸಲು ಇದು ಸಹಕಾರಿ. <box>337 788 473 853</box>
children-with-phones-photo <box>774 678 888 756</box>
section-minor-irrigation <box>57 1349 328 1399</box>
divider <box>335 282 888 283</box>
